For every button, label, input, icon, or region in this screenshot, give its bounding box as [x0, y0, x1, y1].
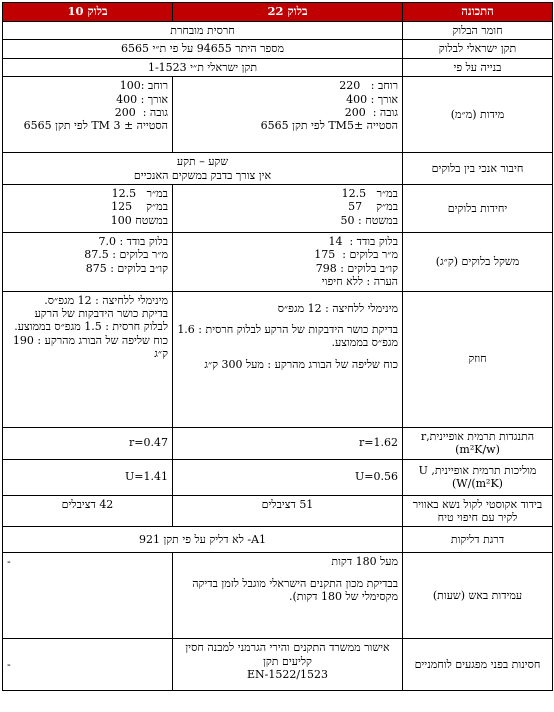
row-thermal-conductivity — [3, 459, 553, 495]
label-units: יחידות בלוקים — [403, 185, 553, 233]
value-joining: שקע – תקע אין צורך בדבק במשקים האנכיים — [3, 153, 403, 185]
row-acoustic — [3, 495, 553, 527]
label-acoustic: בידוד אקוסטי לקול נשא באוויר לקיר עם חיפוי טיח — [403, 495, 553, 527]
value-units-b10: במ״ר 12.5 במ״ק 125 במשטח 100 — [3, 185, 173, 233]
label-dimensions: מידות (מ״מ) — [403, 77, 553, 153]
value-weight-b22: בלוק בודד : 14 מ״ר בלוקים : 175 קו״ב בלוקים : 798 הערה : ללא חיפוי — [173, 233, 403, 292]
value-acoustic-b10: 42 דציבלים — [3, 495, 173, 527]
value-dimensions-b10: רוחב :100 אורך : 400 גובה : 200 הסטייה ± 3 TM לפי תקן 6565 — [3, 77, 173, 153]
label-fire-resistance: עמידות באש (שעות) — [403, 553, 553, 639]
value-units-b22: במ״ר 12.5 במ״ק 57 במשטח : 50 — [173, 185, 403, 233]
row-standard — [3, 40, 553, 58]
row-thermal-resistance — [3, 427, 553, 459]
row-fire — [3, 527, 553, 553]
row-units — [3, 185, 553, 233]
value-thermal-conductivity-b22: U=0.56 — [173, 459, 403, 495]
value-fire-resistance-b22: מעל 180 דקות בבדיקת מכון התקנים הישראלי מוגבל לזמן בדיקה מקסימלי של 180 דקות). — [173, 553, 403, 639]
label-standard: תקן ישראלי לבלוק — [403, 40, 553, 58]
value-fire-resistance-b10: - — [3, 553, 173, 639]
row-weight — [3, 233, 553, 292]
value-blast-b10: - — [3, 639, 173, 691]
value-fire: A1- לא דליק על פי תקן 921 — [3, 527, 403, 553]
label-construction: בנייה על פי — [403, 58, 553, 76]
row-fire-resistance — [3, 553, 553, 639]
label-material: חומר הבלוק — [403, 22, 553, 40]
value-weight-b10: בלוק בודד : 7.0 מ״ר בלוקים : 87.5 קו״ב בלוקים : 875 — [3, 233, 173, 292]
header-block-22: בלוק 22 — [173, 3, 403, 22]
row-blast — [3, 639, 553, 691]
row-joining — [3, 153, 553, 185]
value-material: חרסית מובחרת — [3, 22, 403, 40]
value-thermal-resistance-b10: r=0.47 — [3, 427, 173, 459]
row-strength — [3, 291, 553, 427]
label-fire: דרגת דליקות — [403, 527, 553, 553]
value-blast-b22: אישור ממשרד התקנים והירי הגרמני למבנה חסין קליעים תקן EN-1522/1523 — [173, 639, 403, 691]
value-strength-b22: מינימלי ללחיצה : 12 מגפ״ס בדיקת כושר הידבקות של הרקע לבלוק חרסית : 1.6 מגפ״ס בממוצע. כוח שליפה של הבורג מהרקע : מעל 300 ק״ג — [173, 291, 403, 427]
value-dimensions-b22: רוחב : 220 אורך : 400 גובה : 200 הסטייה ±TM5 לפי תקן 6565 — [173, 77, 403, 153]
header-row — [3, 3, 553, 22]
label-weight: משקל בלוקים (ק״ג) — [403, 233, 553, 292]
value-construction: תקן ישראלי ת״י 1-1523 — [3, 58, 403, 76]
label-joining: חיבור אנכי בין בלוקים — [403, 153, 553, 185]
value-strength-b10: מינימלי ללחיצה : 12 מגפ״ס. בדיקת כושר הידבקות של הרקע לבלוק חרסית : 1.5 מגפ״ס בממוצע. כוח שליפה של הבורג מהרקע : 190 ק״ג — [3, 291, 173, 427]
properties-table — [2, 2, 553, 691]
row-material — [3, 22, 553, 40]
label-strength: חוזק — [403, 291, 553, 427]
value-standard: מספר היתר 94655 על פי ת״י 6565 — [3, 40, 403, 58]
label-blast: חסינות בפני מפגעים לוחמניים — [403, 639, 553, 691]
header-property: התכונה — [403, 3, 553, 22]
value-thermal-conductivity-b10: U=1.41 — [3, 459, 173, 495]
value-thermal-resistance-b22: r=1.62 — [173, 427, 403, 459]
header-block-10: בלוק 10 — [3, 3, 173, 22]
label-thermal-conductivity: מוליכות תרמית אופיינית, U (W/(m²K) — [403, 459, 553, 495]
label-thermal-resistance: התנגדות תרמית אופיינית,r (m²K/w) — [403, 427, 553, 459]
value-acoustic-b22: 51 דציבלים — [173, 495, 403, 527]
row-construction — [3, 58, 553, 76]
row-dimensions — [3, 77, 553, 153]
